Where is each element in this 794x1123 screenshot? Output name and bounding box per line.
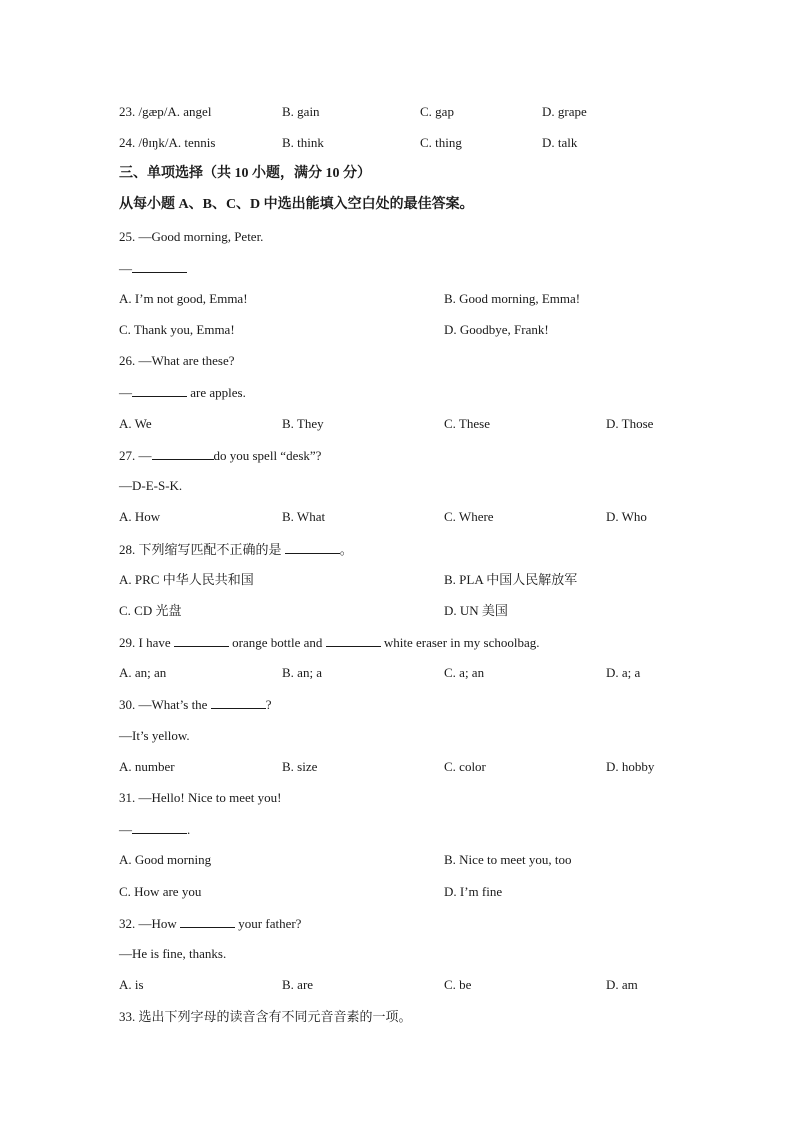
- q32-option-d[interactable]: D. am: [606, 977, 638, 992]
- reply-text: .: [187, 822, 191, 837]
- answer-blank-1[interactable]: [174, 634, 229, 647]
- section-instruction: 从每小题 A、B、C、D 中选出能填入空白处的最佳答案。: [119, 197, 474, 212]
- q32-reply: —He is fine, thanks.: [119, 946, 227, 961]
- q33-stem: 33. 选出下列字母的读音含有不同元音音素的一项。: [119, 1009, 412, 1024]
- q23-option-c[interactable]: C. gap: [420, 104, 454, 119]
- answer-blank[interactable]: [132, 821, 187, 834]
- q29-option-b[interactable]: B. an; a: [282, 665, 323, 680]
- q28-option-c[interactable]: C. CD 光盘: [119, 603, 182, 618]
- q27-option-a[interactable]: A. How: [119, 509, 161, 524]
- q24-option-d[interactable]: D. talk: [542, 135, 578, 150]
- answer-blank[interactable]: [132, 260, 187, 273]
- q27-reply: —D-E-S-K.: [119, 478, 183, 493]
- answer-blank[interactable]: [285, 541, 340, 554]
- stem-suffix: your father?: [235, 916, 302, 931]
- q31-stem: 31. —Hello! Nice to meet you!: [119, 790, 282, 805]
- q32-stem: [119, 915, 301, 932]
- q28-option-b[interactable]: B. PLA 中国人民解放军: [444, 572, 578, 587]
- q26-stem: 26. —What are these?: [119, 353, 235, 368]
- q23-stem: 23. /gæp/A. angel: [119, 104, 212, 119]
- reply-dash: —: [119, 822, 132, 837]
- q32-option-a[interactable]: A. is: [119, 977, 144, 992]
- q30-option-d[interactable]: D. hobby: [606, 759, 655, 774]
- q29-option-c[interactable]: C. a; an: [444, 665, 485, 680]
- q31-option-b[interactable]: B. Nice to meet you, too: [444, 852, 572, 867]
- q29-stem: [119, 634, 539, 651]
- answer-blank[interactable]: [180, 915, 235, 928]
- q24-option-c[interactable]: C. thing: [420, 135, 462, 150]
- q24-option-b[interactable]: B. think: [282, 135, 324, 150]
- q30-stem: [119, 696, 272, 713]
- q28-stem: [119, 541, 353, 558]
- q31-option-c[interactable]: C. How are you: [119, 884, 202, 899]
- reply-dash: —: [119, 385, 132, 400]
- stem-prefix: 30. —What’s the: [119, 697, 211, 712]
- section-title: 三、单项选择（共 10 小题，满分 10 分）: [119, 166, 371, 181]
- q25-stem: 25. —Good morning, Peter.: [119, 229, 264, 244]
- reply-text: are apples.: [187, 385, 246, 400]
- q31-reply: [119, 821, 190, 838]
- stem-middle: orange bottle and: [228, 635, 326, 650]
- stem-prefix: 27. —: [119, 448, 152, 463]
- answer-blank[interactable]: [132, 384, 187, 397]
- q27-option-b[interactable]: B. What: [282, 509, 326, 524]
- q28-option-a[interactable]: A. PRC 中华人民共和国: [119, 572, 254, 587]
- q24-stem: 24. /θɪŋk/A. tennis: [119, 135, 216, 150]
- q32-option-c[interactable]: C. be: [444, 977, 472, 992]
- q32-option-b[interactable]: B. are: [282, 977, 314, 992]
- q26-option-b[interactable]: B. They: [282, 416, 324, 431]
- q25-option-c[interactable]: C. Thank you, Emma!: [119, 322, 235, 337]
- q27-stem: [119, 447, 321, 464]
- answer-blank[interactable]: [211, 696, 266, 709]
- stem-suffix: ?: [265, 697, 272, 712]
- q25-reply: [119, 260, 187, 277]
- q26-option-c[interactable]: C. These: [444, 416, 490, 431]
- q29-option-d[interactable]: D. a; a: [606, 665, 641, 680]
- q28-option-d[interactable]: D. UN 美国: [444, 603, 508, 618]
- reply-dash: —: [119, 261, 132, 276]
- q27-option-d[interactable]: D. Who: [606, 509, 647, 524]
- q26-reply: [119, 384, 246, 401]
- q25-option-d[interactable]: D. Goodbye, Frank!: [444, 322, 549, 337]
- q29-option-a[interactable]: A. an; an: [119, 665, 167, 680]
- stem-prefix: 32. —How: [119, 916, 181, 931]
- q25-option-b[interactable]: B. Good morning, Emma!: [444, 291, 581, 306]
- q27-option-c[interactable]: C. Where: [444, 509, 494, 524]
- stem-suffix: 。: [339, 542, 353, 557]
- stem-prefix: 29. I have: [119, 635, 174, 650]
- q23-option-b[interactable]: B. gain: [282, 104, 320, 119]
- q31-option-a[interactable]: A. Good morning: [119, 852, 212, 867]
- q30-reply: —It’s yellow.: [119, 728, 190, 743]
- q31-option-d[interactable]: D. I’m fine: [444, 884, 503, 899]
- q30-option-c[interactable]: C. color: [444, 759, 486, 774]
- stem-prefix: 28. 下列缩写匹配不正确的是: [119, 542, 285, 557]
- answer-blank[interactable]: [152, 447, 214, 460]
- q25-option-a[interactable]: A. I’m not good, Emma!: [119, 291, 248, 306]
- answer-blank-2[interactable]: [326, 634, 381, 647]
- stem-suffix: white eraser in my schoolbag.: [380, 635, 540, 650]
- q26-option-d[interactable]: D. Those: [606, 416, 654, 431]
- q26-option-a[interactable]: A. We: [119, 416, 152, 431]
- stem-suffix: do you spell “desk”?: [213, 448, 322, 463]
- q30-option-a[interactable]: A. number: [119, 759, 175, 774]
- q23-option-d[interactable]: D. grape: [542, 104, 587, 119]
- q30-option-b[interactable]: B. size: [282, 759, 318, 774]
